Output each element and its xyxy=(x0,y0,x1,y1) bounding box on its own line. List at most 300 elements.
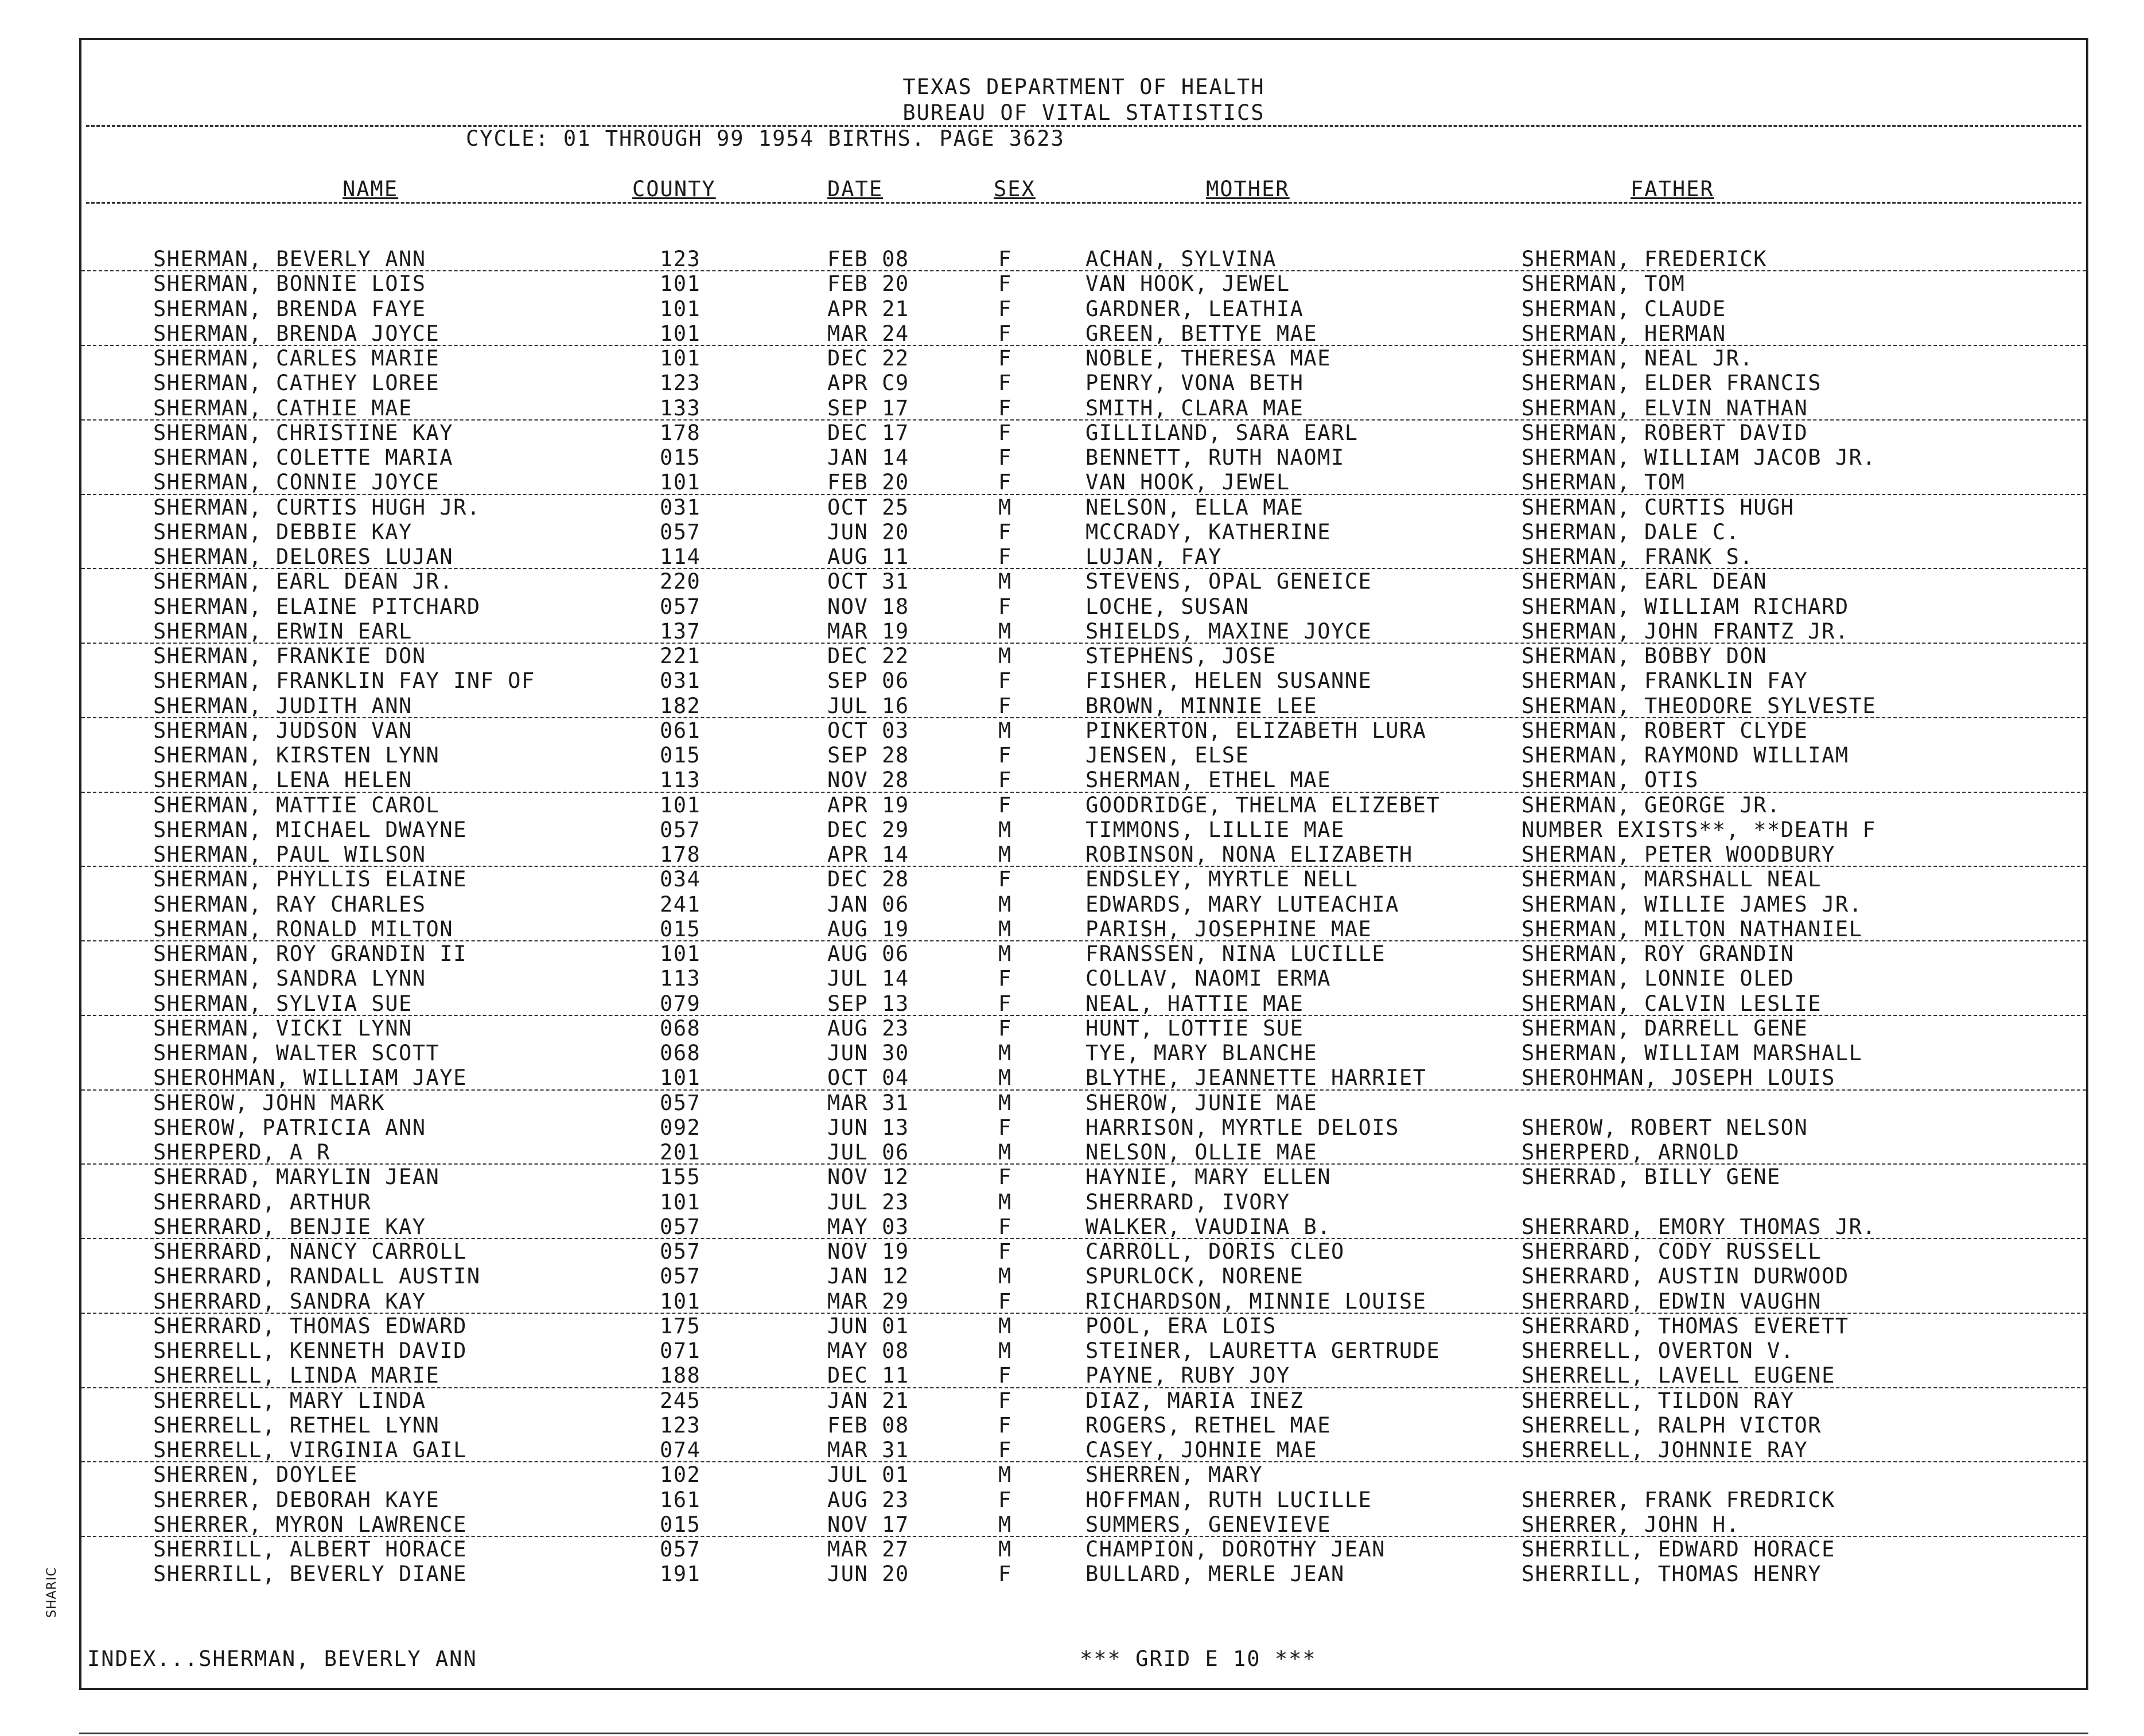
record-date: FEB 20 xyxy=(827,470,909,495)
record-sex: F xyxy=(998,1165,1012,1190)
record-name: SHERMAN, BRENDA FAYE xyxy=(153,296,426,321)
record-sex: F xyxy=(998,296,1012,321)
record-father: SHERPERD, ARNOLD xyxy=(1522,1140,1740,1165)
record-sex: F xyxy=(998,693,1012,718)
record-father: SHERMAN, FREDERICK xyxy=(1522,247,1767,271)
record-mother: SHERMAN, ETHEL MAE xyxy=(1085,768,1331,793)
record-name: SHERRARD, BENJIE KAY xyxy=(153,1214,426,1239)
record-date: OCT 04 xyxy=(827,1065,909,1091)
record-mother: GILLILAND, SARA EARL xyxy=(1085,420,1359,445)
record-date: DEC 22 xyxy=(827,644,909,668)
record-father: SHERMAN, BOBBY DON xyxy=(1522,644,1767,668)
record-county: 068 xyxy=(660,1015,701,1041)
record-date: MAY 03 xyxy=(827,1214,909,1239)
record-date: JUN 30 xyxy=(827,1041,909,1065)
record-sex: M xyxy=(998,1041,1012,1065)
record-sex: M xyxy=(998,495,1012,520)
record-sex: F xyxy=(998,991,1012,1016)
record-father: SHERRAD, BILLY GENE xyxy=(1522,1165,1781,1190)
record-date: NOV 12 xyxy=(827,1165,909,1190)
record-name: SHERMAN, MICHAEL DWAYNE xyxy=(153,817,467,842)
record-sex: F xyxy=(998,792,1012,818)
record-row xyxy=(81,396,2086,421)
side-label: SHARIC xyxy=(45,1567,59,1618)
record-sex: M xyxy=(998,1140,1012,1165)
record-name: SHERMAN, ROY GRANDIN II xyxy=(153,941,467,966)
record-row xyxy=(81,668,2086,693)
record-sex: M xyxy=(998,1189,1012,1215)
record-row xyxy=(81,1190,2086,1215)
record-county: 137 xyxy=(660,618,701,644)
record-father: SHERMAN, MILTON NATHANIEL xyxy=(1522,916,1863,941)
record-date: DEC 17 xyxy=(827,420,909,445)
record-row xyxy=(81,743,2086,768)
record-county: 101 xyxy=(660,1189,701,1215)
record-county: 188 xyxy=(660,1363,701,1388)
record-father: SHEROW, ROBERT NELSON xyxy=(1522,1115,1808,1140)
record-mother: BLYTHE, JEANNETTE HARRIET xyxy=(1085,1065,1427,1091)
record-father: SHERMAN, GEORGE JR. xyxy=(1522,792,1781,818)
record-name: SHERRELL, VIRGINIA GAIL xyxy=(153,1438,467,1462)
record-sex: F xyxy=(998,1438,1012,1462)
record-name: SHERMAN, WALTER SCOTT xyxy=(153,1041,440,1065)
record-father: SHERMAN, WILLIAM RICHARD xyxy=(1522,594,1849,619)
record-name: SHERRARD, RANDALL AUSTIN xyxy=(153,1264,481,1289)
record-date: MAR 31 xyxy=(827,1438,909,1462)
record-father: SHERMAN, WILLIAM MARSHALL xyxy=(1522,1041,1863,1065)
record-date: APR 21 xyxy=(827,296,909,321)
record-sex: F xyxy=(998,371,1012,396)
record-date: DEC 28 xyxy=(827,867,909,892)
record-row xyxy=(81,1388,2086,1413)
record-mother: FRANSSEN, NINA LUCILLE xyxy=(1085,941,1386,966)
record-county: 221 xyxy=(660,644,701,668)
record-sex: F xyxy=(998,321,1012,346)
record-sex: F xyxy=(998,1115,1012,1140)
record-row xyxy=(81,1289,2086,1314)
record-row xyxy=(81,1264,2086,1289)
record-father: SHERMAN, TOM xyxy=(1522,470,1686,495)
record-sex: F xyxy=(998,768,1012,793)
record-row xyxy=(81,495,2086,520)
record-father: SHERMAN, CURTIS HUGH xyxy=(1522,495,1795,520)
record-father: SHERRELL, JOHNNIE RAY xyxy=(1522,1438,1808,1462)
record-name: SHERMAN, FRANKLIN FAY INF OF xyxy=(153,668,535,694)
record-date: MAY 08 xyxy=(827,1338,909,1363)
record-name: SHERMAN, JUDSON VAN xyxy=(153,718,413,743)
record-county: 175 xyxy=(660,1313,701,1338)
col-county: COUNTY xyxy=(632,177,716,201)
record-mother: PARISH, JOSEPHINE MAE xyxy=(1085,916,1372,941)
record-name: SHERMAN, FRANKIE DON xyxy=(153,644,426,668)
record-sex: F xyxy=(998,1388,1012,1413)
record-mother: SHERREN, MARY xyxy=(1085,1462,1263,1488)
record-row xyxy=(81,247,2086,271)
record-father: SHERRARD, EMORY THOMAS JR. xyxy=(1522,1214,1877,1239)
record-sex: F xyxy=(998,470,1012,495)
record-father: SHERMAN, FRANK S. xyxy=(1522,544,1754,569)
record-row xyxy=(81,470,2086,495)
col-mother: MOTHER xyxy=(1206,177,1290,201)
record-row xyxy=(81,594,2086,619)
record-row xyxy=(81,346,2086,371)
record-father: SHEROHMAN, JOSEPH LOUIS xyxy=(1522,1065,1835,1091)
record-county: 178 xyxy=(660,420,701,445)
record-sex: F xyxy=(998,544,1012,569)
record-date: MAR 19 xyxy=(827,618,909,644)
record-row xyxy=(81,793,2086,818)
record-county: 101 xyxy=(660,792,701,818)
record-date: JUN 20 xyxy=(827,519,909,544)
record-date: OCT 25 xyxy=(827,495,909,520)
record-name: SHEROHMAN, WILLIAM JAYE xyxy=(153,1065,467,1091)
record-row xyxy=(81,445,2086,470)
record-sex: M xyxy=(998,1090,1012,1115)
record-date: AUG 19 xyxy=(827,916,909,941)
record-sex: F xyxy=(998,395,1012,421)
record-name: SHERREN, DOYLEE xyxy=(153,1462,358,1488)
record-mother: ACHAN, SYLVINA xyxy=(1085,247,1277,271)
record-sex: M xyxy=(998,1512,1012,1537)
record-sex: F xyxy=(998,1562,1012,1587)
record-sex: M xyxy=(998,569,1012,594)
record-mother: LOCHE, SUSAN xyxy=(1085,594,1250,619)
record-sex: F xyxy=(998,668,1012,694)
record-sex: M xyxy=(998,892,1012,917)
record-row xyxy=(81,1363,2086,1388)
record-father: SHERMAN, CLAUDE xyxy=(1522,296,1726,321)
record-mother: STEVENS, OPAL GENEICE xyxy=(1085,569,1372,594)
record-county: 057 xyxy=(660,594,701,619)
record-county: 220 xyxy=(660,569,701,594)
record-sex: F xyxy=(998,346,1012,371)
record-father: NUMBER EXISTS**, **DEATH F xyxy=(1522,817,1877,842)
record-name: SHERRELL, LINDA MARIE xyxy=(153,1363,440,1388)
record-sex: F xyxy=(998,420,1012,445)
record-name: SHERMAN, SYLVIA SUE xyxy=(153,991,413,1016)
record-father: SHERRARD, EDWIN VAUGHN xyxy=(1522,1289,1822,1314)
record-name: SHERRILL, BEVERLY DIANE xyxy=(153,1562,467,1587)
record-name: SHERMAN, CHRISTINE KAY xyxy=(153,420,454,445)
record-name: SHERRER, DEBORAH KAYE xyxy=(153,1487,440,1512)
record-row xyxy=(81,1562,2086,1586)
record-father: SHERMAN, FRANKLIN FAY xyxy=(1522,668,1808,694)
record-row xyxy=(81,1165,2086,1189)
record-county: 101 xyxy=(660,321,701,346)
record-sex: F xyxy=(998,1412,1012,1438)
record-date: FEB 08 xyxy=(827,1412,909,1438)
record-row xyxy=(81,1488,2086,1512)
record-mother: LUJAN, FAY xyxy=(1085,544,1222,569)
record-county: 079 xyxy=(660,991,701,1016)
record-county: 101 xyxy=(660,470,701,495)
record-father: SHERMAN, EARL DEAN xyxy=(1522,569,1767,594)
record-date: OCT 03 xyxy=(827,718,909,743)
record-father: SHERRILL, EDWARD HORACE xyxy=(1522,1537,1835,1562)
record-date: AUG 23 xyxy=(827,1487,909,1512)
record-sex: F xyxy=(998,1363,1012,1388)
record-father: SHERRARD, CODY RUSSELL xyxy=(1522,1239,1822,1264)
record-row xyxy=(81,917,2086,941)
record-mother: WALKER, VAUDINA B. xyxy=(1085,1214,1331,1239)
record-date: SEP 06 xyxy=(827,668,909,694)
record-county: 201 xyxy=(660,1140,701,1165)
record-name: SHERMAN, SANDRA LYNN xyxy=(153,966,426,991)
record-row xyxy=(81,1115,2086,1140)
record-sex: F xyxy=(998,743,1012,768)
col-name: NAME xyxy=(343,177,399,201)
record-mother: JENSEN, ELSE xyxy=(1085,743,1250,768)
record-row xyxy=(81,867,2086,892)
record-date: JUN 01 xyxy=(827,1313,909,1338)
col-sex: SEX xyxy=(994,177,1036,201)
record-row xyxy=(81,520,2086,544)
record-row xyxy=(81,569,2086,594)
record-mother: SHIELDS, MAXINE JOYCE xyxy=(1085,618,1372,644)
record-mother: VAN HOOK, JEWEL xyxy=(1085,470,1290,495)
record-row xyxy=(81,1041,2086,1065)
record-row xyxy=(81,768,2086,792)
record-name: SHERMAN, CARLES MARIE xyxy=(153,346,440,371)
record-father: SHERMAN, LONNIE OLED xyxy=(1522,966,1795,991)
record-sex: M xyxy=(998,941,1012,966)
record-sex: F xyxy=(998,1214,1012,1239)
record-county: 123 xyxy=(660,1412,701,1438)
record-sex: F xyxy=(998,966,1012,991)
record-row xyxy=(81,271,2086,296)
record-date: JUL 06 xyxy=(827,1140,909,1165)
record-mother: PENRY, VONA BETH xyxy=(1085,371,1304,396)
record-mother: TIMMONS, LILLIE MAE xyxy=(1085,817,1345,842)
record-name: SHERRELL, MARY LINDA xyxy=(153,1388,426,1413)
record-row xyxy=(81,619,2086,644)
record-county: 101 xyxy=(660,296,701,321)
record-mother: STEPHENS, JOSE xyxy=(1085,644,1277,668)
record-sex: F xyxy=(998,1015,1012,1041)
record-row xyxy=(81,321,2086,346)
record-name: SHERMAN, VICKI LYNN xyxy=(153,1015,413,1041)
record-name: SHERMAN, MATTIE CAROL xyxy=(153,792,440,818)
record-name: SHERMAN, DELORES LUJAN xyxy=(153,544,454,569)
record-father: SHERMAN, ELDER FRANCIS xyxy=(1522,371,1822,396)
record-row xyxy=(81,1239,2086,1264)
record-name: SHEROW, PATRICIA ANN xyxy=(153,1115,426,1140)
record-date: JUL 23 xyxy=(827,1189,909,1215)
record-name: SHERRARD, ARTHUR xyxy=(153,1189,372,1215)
record-sex: M xyxy=(998,718,1012,743)
record-row xyxy=(81,644,2086,668)
record-county: 113 xyxy=(660,768,701,793)
record-date: JAN 12 xyxy=(827,1264,909,1289)
record-name: SHERMAN, ELAINE PITCHARD xyxy=(153,594,481,619)
record-father: SHERRELL, LAVELL EUGENE xyxy=(1522,1363,1835,1388)
record-row xyxy=(81,991,2086,1016)
record-father: SHERMAN, TOM xyxy=(1522,271,1686,297)
record-county: 102 xyxy=(660,1462,701,1488)
record-sex: F xyxy=(998,867,1012,892)
record-mother: HARRISON, MYRTLE DELOIS xyxy=(1085,1115,1399,1140)
record-sex: M xyxy=(998,1065,1012,1091)
record-row xyxy=(81,1215,2086,1239)
record-name: SHERRARD, SANDRA KAY xyxy=(153,1289,426,1314)
record-county: 178 xyxy=(660,842,701,867)
record-county: 034 xyxy=(660,867,701,892)
record-name: SHERRILL, ALBERT HORACE xyxy=(153,1537,467,1562)
record-county: 113 xyxy=(660,966,701,991)
record-county: 068 xyxy=(660,1041,701,1065)
record-sex: M xyxy=(998,1537,1012,1562)
record-date: AUG 23 xyxy=(827,1015,909,1041)
col-father: FATHER xyxy=(1631,177,1714,201)
record-row xyxy=(81,1314,2086,1338)
record-mother: NELSON, OLLIE MAE xyxy=(1085,1140,1318,1165)
record-date: DEC 29 xyxy=(827,817,909,842)
record-name: SHERMAN, CONNIE JOYCE xyxy=(153,470,440,495)
record-county: 057 xyxy=(660,1090,701,1115)
record-county: 133 xyxy=(660,395,701,421)
record-name: SHERMAN, RONALD MILTON xyxy=(153,916,454,941)
record-father: SHERMAN, JOHN FRANTZ JR. xyxy=(1522,618,1849,644)
record-county: 057 xyxy=(660,1239,701,1264)
record-name: SHERMAN, BRENDA JOYCE xyxy=(153,321,440,346)
record-county: 015 xyxy=(660,1512,701,1537)
record-mother: HAYNIE, MARY ELLEN xyxy=(1085,1165,1331,1190)
record-row xyxy=(81,892,2086,917)
record-row xyxy=(81,1140,2086,1165)
record-date: APR 14 xyxy=(827,842,909,867)
record-sex: F xyxy=(998,1289,1012,1314)
record-father: SHERMAN, WILLIE JAMES JR. xyxy=(1522,892,1863,917)
record-father: SHERRELL, TILDON RAY xyxy=(1522,1388,1795,1413)
record-name: SHERMAN, BEVERLY ANN xyxy=(153,247,426,271)
record-mother: STEINER, LAURETTA GERTRUDE xyxy=(1085,1338,1441,1363)
record-date: OCT 31 xyxy=(827,569,909,594)
record-name: SHERMAN, CATHIE MAE xyxy=(153,395,413,421)
record-name: SHERMAN, LENA HELEN xyxy=(153,768,413,793)
record-county: 123 xyxy=(660,371,701,396)
record-date: AUG 11 xyxy=(827,544,909,569)
record-father: SHERMAN, ROBERT DAVID xyxy=(1522,420,1808,445)
record-county: 101 xyxy=(660,941,701,966)
record-row xyxy=(81,1338,2086,1363)
record-county: 071 xyxy=(660,1338,701,1363)
record-name: SHERMAN, COLETTE MARIA xyxy=(153,445,454,470)
record-county: 057 xyxy=(660,1264,701,1289)
record-father: SHERRELL, RALPH VICTOR xyxy=(1522,1412,1822,1438)
record-mother: SMITH, CLARA MAE xyxy=(1085,395,1304,421)
record-row xyxy=(81,1065,2086,1090)
record-mother: ENDSLEY, MYRTLE NELL xyxy=(1085,867,1359,892)
record-father: SHERMAN, ELVIN NATHAN xyxy=(1522,395,1808,421)
record-mother: HUNT, LOTTIE SUE xyxy=(1085,1015,1304,1041)
record-name: SHERMAN, RAY CHARLES xyxy=(153,892,426,917)
record-county: 245 xyxy=(660,1388,701,1413)
record-mother: SHERRARD, IVORY xyxy=(1085,1189,1290,1215)
record-sex: M xyxy=(998,644,1012,668)
record-mother: NOBLE, THERESA MAE xyxy=(1085,346,1331,371)
record-county: 191 xyxy=(660,1562,701,1587)
record-county: 101 xyxy=(660,346,701,371)
record-date: AUG 06 xyxy=(827,941,909,966)
record-row xyxy=(81,966,2086,991)
record-date: NOV 28 xyxy=(827,768,909,793)
record-date: SEP 13 xyxy=(827,991,909,1016)
record-mother: SPURLOCK, NORENE xyxy=(1085,1264,1304,1289)
record-sex: M xyxy=(998,842,1012,867)
record-row xyxy=(81,1016,2086,1041)
record-father: SHERMAN, DALE C. xyxy=(1522,519,1740,544)
record-name: SHERMAN, ERWIN EARL xyxy=(153,618,413,644)
record-county: 057 xyxy=(660,817,701,842)
record-row xyxy=(81,421,2086,445)
record-sex: F xyxy=(998,1239,1012,1264)
record-mother: BROWN, MINNIE LEE xyxy=(1085,693,1318,718)
record-mother: NELSON, ELLA MAE xyxy=(1085,495,1304,520)
record-mother: CARROLL, DORIS CLEO xyxy=(1085,1239,1345,1264)
record-name: SHERMAN, DEBBIE KAY xyxy=(153,519,413,544)
record-father: SHERMAN, THEODORE SYLVESTE xyxy=(1522,693,1877,718)
record-mother: ROGERS, RETHEL MAE xyxy=(1085,1412,1331,1438)
record-sex: M xyxy=(998,817,1012,842)
record-mother: DIAZ, MARIA INEZ xyxy=(1085,1388,1304,1413)
record-sex: F xyxy=(998,1487,1012,1512)
record-county: 057 xyxy=(660,519,701,544)
record-date: JUL 01 xyxy=(827,1462,909,1488)
record-father: SHERMAN, ROY GRANDIN xyxy=(1522,941,1795,966)
record-county: 031 xyxy=(660,495,701,520)
record-mother: PAYNE, RUBY JOY xyxy=(1085,1363,1290,1388)
record-county: 057 xyxy=(660,1537,701,1562)
record-name: SHEROW, JOHN MARK xyxy=(153,1090,386,1115)
record-father: SHERMAN, CALVIN LESLIE xyxy=(1522,991,1822,1016)
grid-text: *** GRID E 10 *** xyxy=(1080,1647,1317,1671)
record-county: 092 xyxy=(660,1115,701,1140)
record-name: SHERRARD, NANCY CARROLL xyxy=(153,1239,467,1264)
record-county: 182 xyxy=(660,693,701,718)
bottom-rule xyxy=(79,1733,2088,1734)
record-mother: BULLARD, MERLE JEAN xyxy=(1085,1562,1345,1587)
record-date: NOV 17 xyxy=(827,1512,909,1537)
record-county: 101 xyxy=(660,1289,701,1314)
record-name: SHERMAN, CATHEY LOREE xyxy=(153,371,440,396)
record-name: SHERMAN, BONNIE LOIS xyxy=(153,271,426,297)
record-mother: EDWARDS, MARY LUTEACHIA xyxy=(1085,892,1399,917)
record-date: MAR 24 xyxy=(827,321,909,346)
header-title: TEXAS DEPARTMENT OF HEALTH xyxy=(902,75,1265,99)
column-headers xyxy=(81,177,2086,205)
record-name: SHERRELL, RETHEL LYNN xyxy=(153,1412,440,1438)
record-county: 155 xyxy=(660,1165,701,1190)
record-father: SHERRARD, AUSTIN DURWOOD xyxy=(1522,1264,1849,1289)
record-father: SHERMAN, NEAL JR. xyxy=(1522,346,1754,371)
columns-divider xyxy=(86,202,2081,204)
record-name: SHERRELL, KENNETH DAVID xyxy=(153,1338,467,1363)
cycle-line: CYCLE: 01 THROUGH 99 1954 BIRTHS. PAGE 3623 xyxy=(466,126,1065,151)
record-mother: VAN HOOK, JEWEL xyxy=(1085,271,1290,297)
record-date: JAN 21 xyxy=(827,1388,909,1413)
record-mother: HOFFMAN, RUTH LUCILLE xyxy=(1085,1487,1372,1512)
record-date: JUL 14 xyxy=(827,966,909,991)
record-father: SHERRARD, THOMAS EVERETT xyxy=(1522,1313,1849,1338)
record-name: SHERPERD, A R xyxy=(153,1140,331,1165)
record-county: 241 xyxy=(660,892,701,917)
record-date: JUN 20 xyxy=(827,1562,909,1587)
record-county: 123 xyxy=(660,247,701,271)
record-county: 061 xyxy=(660,718,701,743)
record-date: JAN 14 xyxy=(827,445,909,470)
record-name: SHERRAD, MARYLIN JEAN xyxy=(153,1165,440,1190)
record-mother: CASEY, JOHNIE MAE xyxy=(1085,1438,1318,1462)
